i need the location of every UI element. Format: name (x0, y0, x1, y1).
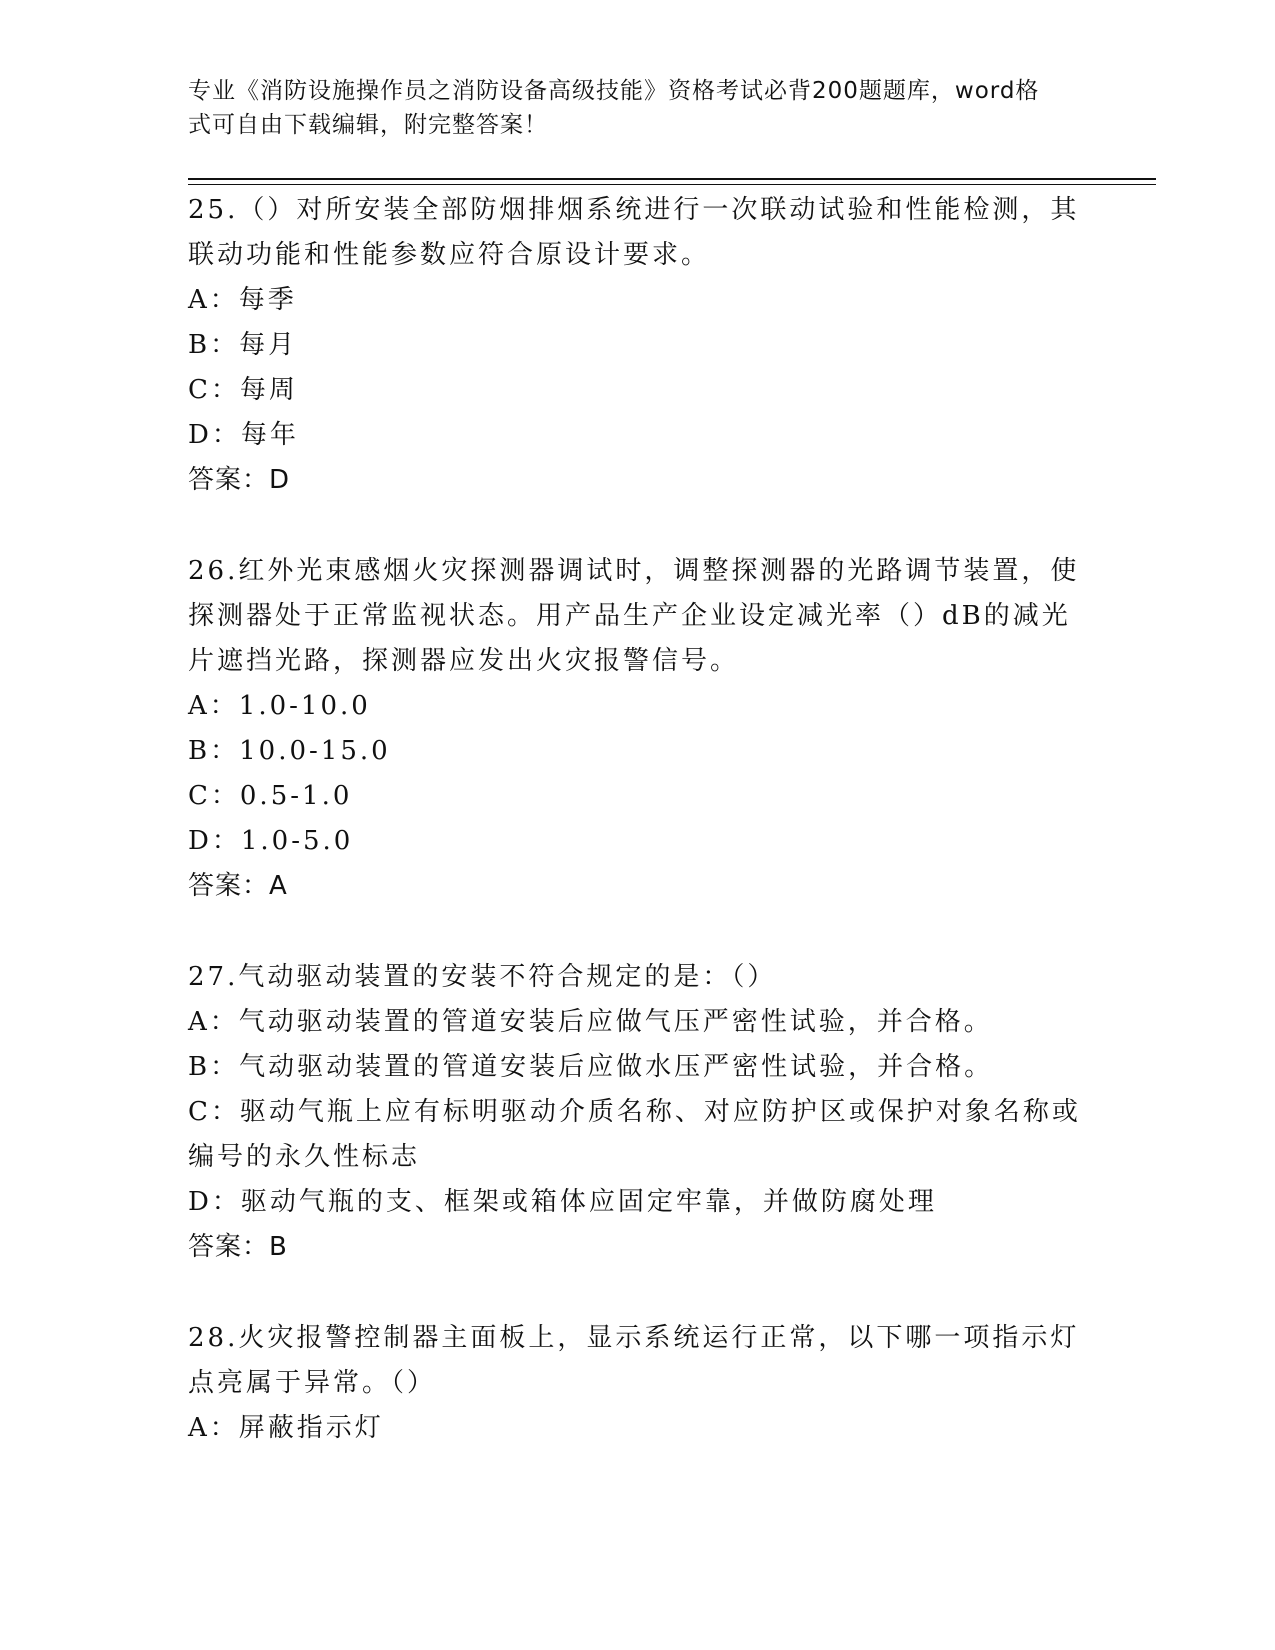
header-divider-thin (188, 184, 1156, 185)
question-stem-line: 联动功能和性能参数应符合原设计要求。 (188, 240, 711, 270)
option-c: C：驱动气瓶上应有标明驱动介质名称、对应防护区或保护对象名称或 (188, 1097, 1081, 1127)
question-26 (188, 549, 1088, 909)
question-stem-line: 27.气动驱动装置的安装不符合规定的是：（） (188, 962, 777, 992)
question-stem-line: 28.火灾报警控制器主面板上，显示系统运行正常，以下哪一项指示灯 (188, 1323, 1080, 1353)
header-line-1: 专业《消防设施操作员之消防设备高级技能》资格考试必背200题题库，word格 (188, 78, 1040, 104)
question-25 (188, 188, 1088, 503)
header-divider-thick (188, 178, 1156, 180)
question-list (188, 188, 1088, 1497)
question-stem-line: 26.红外光束感烟火灾探测器调试时，调整探测器的光路调节装置，使 (188, 556, 1080, 586)
answer-line: 答案：D (188, 465, 291, 495)
option-a: A：气动驱动装置的管道安装后应做气压严密性试验，并合格。 (188, 1007, 993, 1037)
option-c: C：每周 (188, 375, 298, 405)
question-stem-line: 25.（）对所安装全部防烟排烟系统进行一次联动试验和性能检测，其 (188, 195, 1080, 225)
question-27 (188, 955, 1088, 1270)
question-28 (188, 1316, 1088, 1451)
question-stem-line: 探测器处于正常监视状态。用产品生产企业设定减光率（）dB的减光 (188, 601, 1071, 631)
option-a: A：屏蔽指示灯 (188, 1413, 384, 1443)
document-header (188, 74, 1068, 142)
option-a: A：1.0-10.0 (188, 691, 371, 721)
answer-line: 答案：A (188, 871, 288, 901)
question-stem-line: 点亮属于异常。（） (188, 1368, 437, 1398)
option-b: B：10.0-15.0 (188, 736, 391, 766)
header-line-2: 式可自由下载编辑，附完整答案！ (188, 112, 548, 138)
question-stem-line: 片遮挡光路，探测器应发出火灾报警信号。 (188, 646, 740, 676)
answer-line: 答案：B (188, 1232, 288, 1262)
option-d: D：驱动气瓶的支、框架或箱体应固定牢靠，并做防腐处理 (188, 1187, 937, 1217)
option-d: D：每年 (188, 420, 299, 450)
option-c-continued: 编号的永久性标志 (188, 1142, 421, 1172)
option-a: A：每季 (188, 285, 297, 315)
option-d: D：1.0-5.0 (188, 826, 354, 856)
option-b: B：气动驱动装置的管道安装后应做水压严密性试验，并合格。 (188, 1052, 994, 1082)
option-c: C：0.5-1.0 (188, 781, 353, 811)
option-b: B：每月 (188, 330, 298, 360)
